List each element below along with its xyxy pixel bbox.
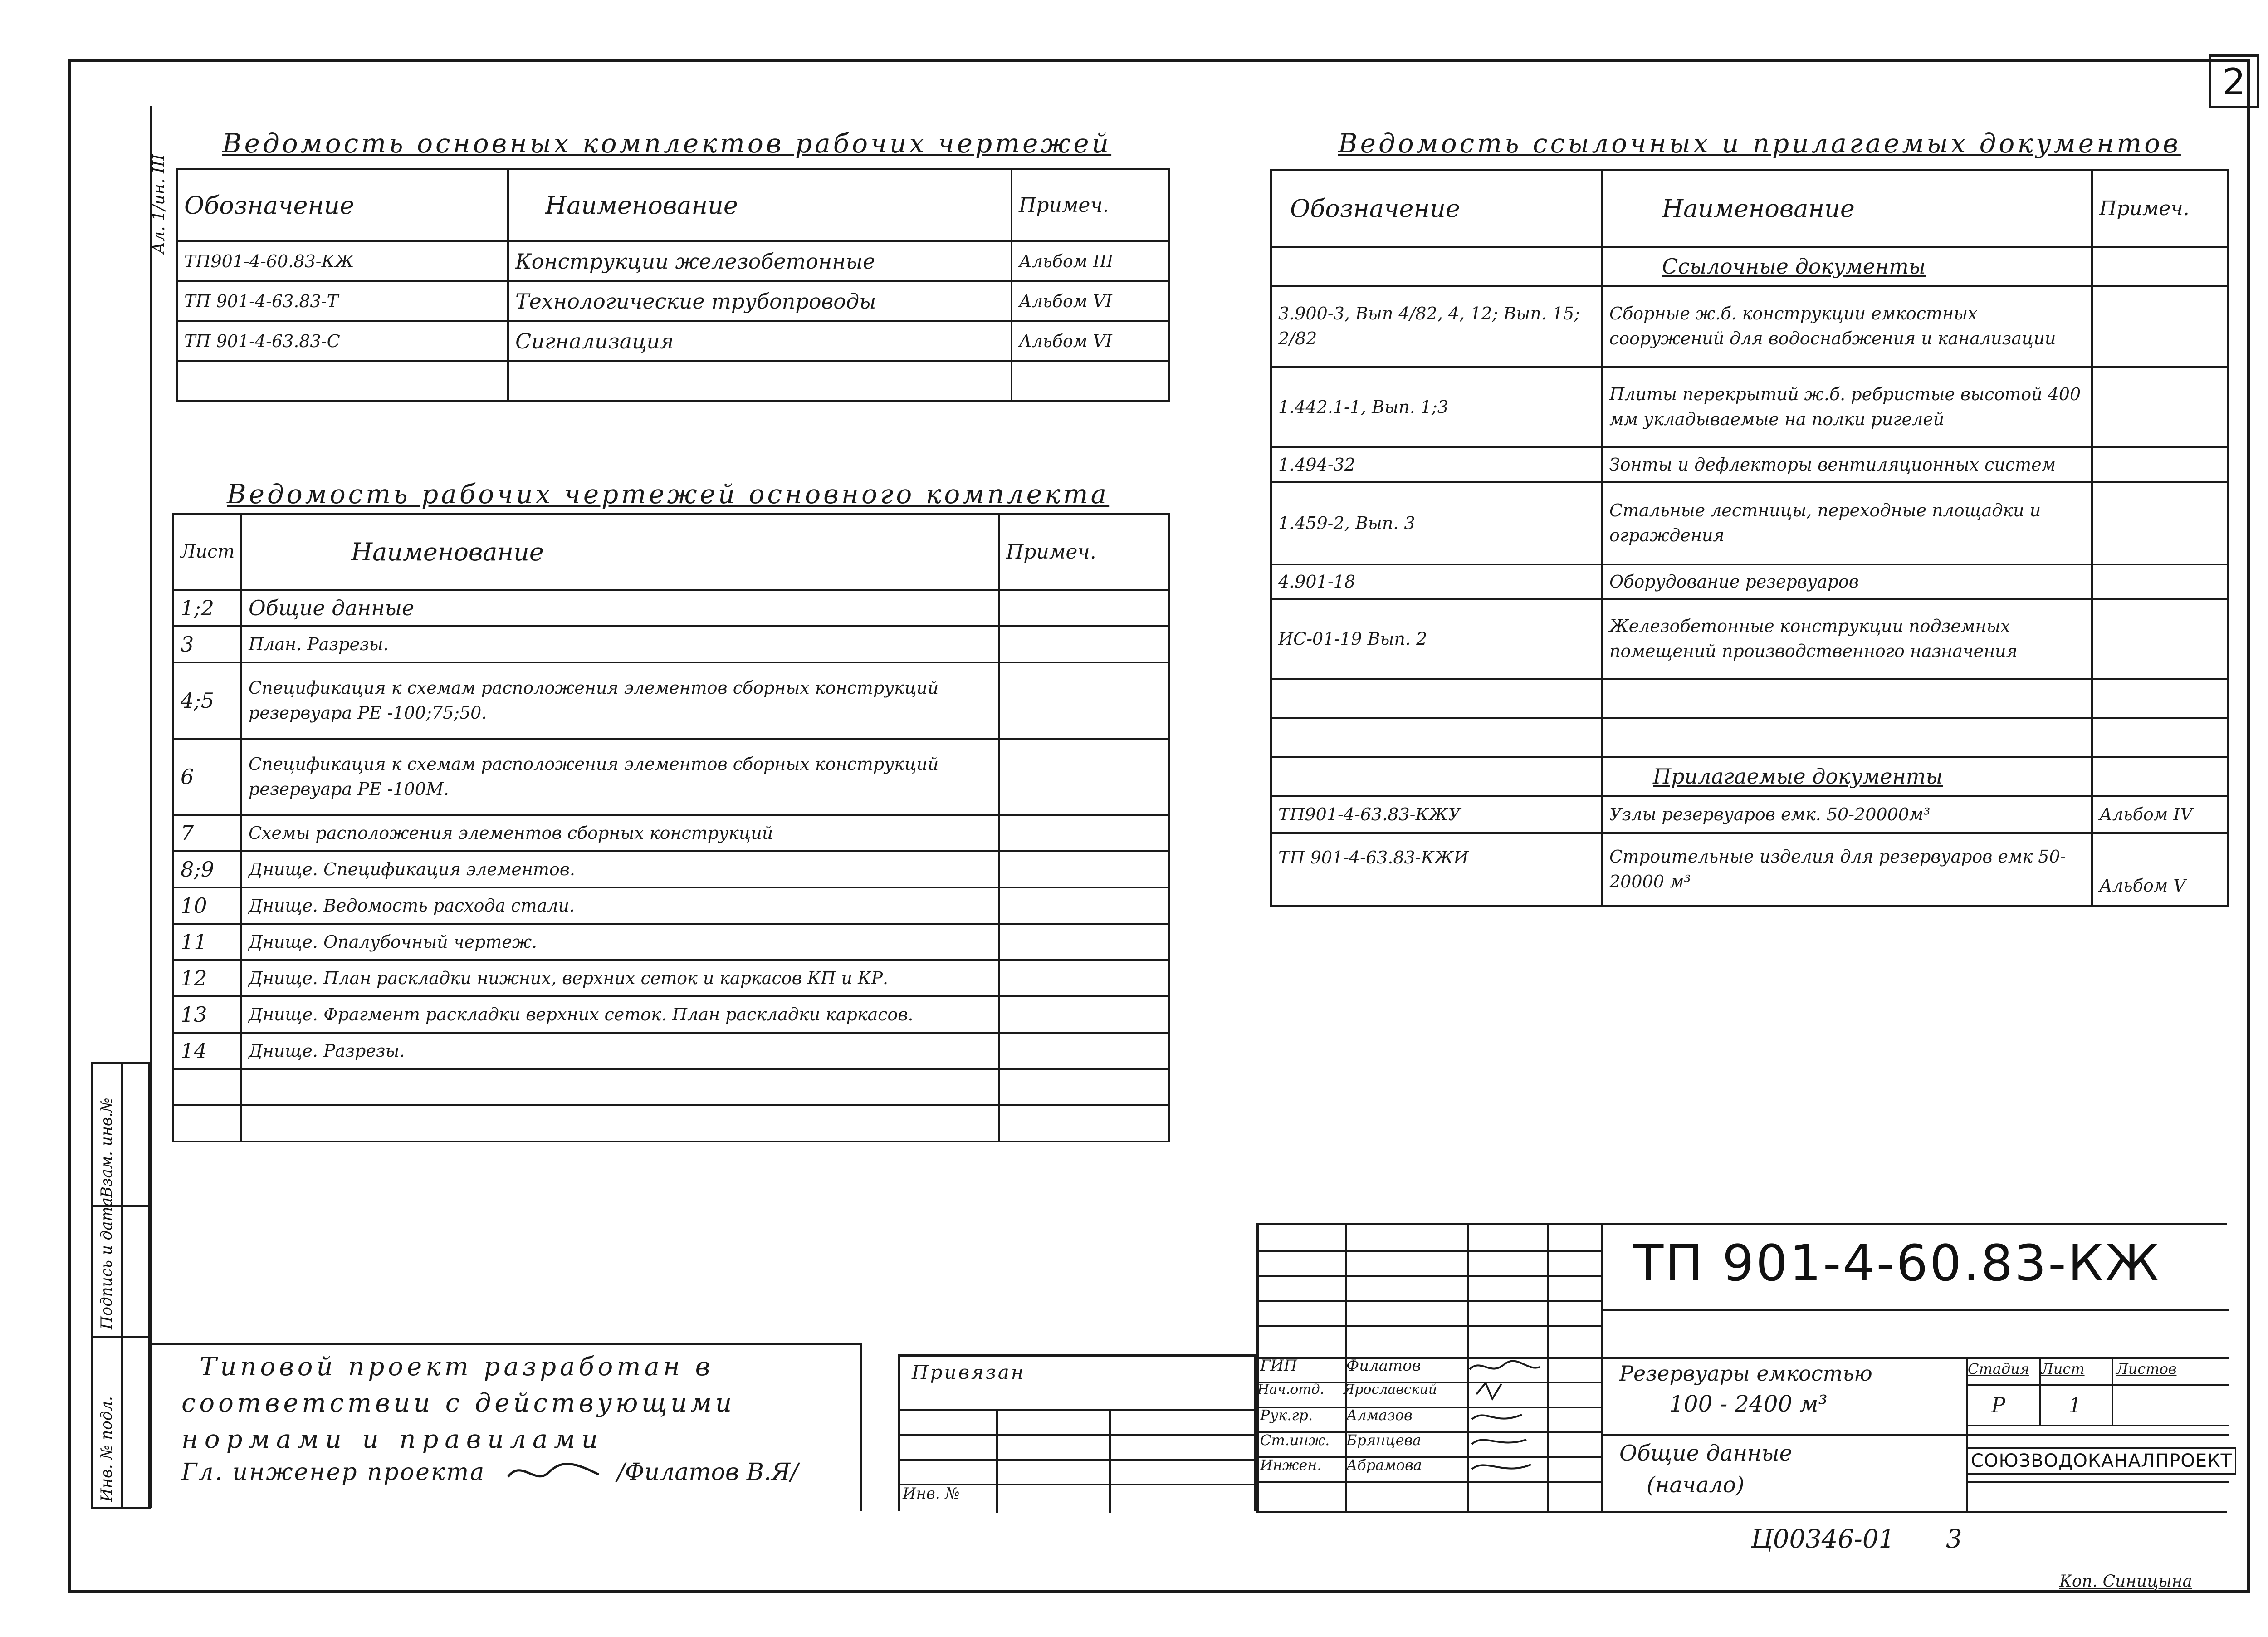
note-line-1: Типовой проект разработан в	[200, 1352, 714, 1382]
table-row: 1.459-2, Вып. 3 Стальные лестницы, переходные площадки и ограждения	[1271, 482, 2228, 564]
col-header-oboznachenie: Обозначение	[177, 169, 508, 241]
drawings-table	[172, 513, 1170, 1142]
col-header-naimenovanie: Наименование	[508, 169, 1012, 241]
stamp-object-2: 100 - 2400 м³	[1669, 1391, 1828, 1417]
col-header-list: Лист	[173, 514, 241, 590]
staff-name-1: Ярославский	[1344, 1382, 1437, 1397]
table-row: 1.494-32 Зонты и дефлекторы вентиляционных систем	[1271, 447, 2228, 482]
subheading-attached-docs: Прилагаемые документы	[1602, 757, 2092, 796]
table-row: 1.442.1-1, Вып. 1;3 Плиты перекрытий ж.б. ребристые высотой 400 мм укладываемые на полки ригелей	[1271, 367, 2228, 447]
note-line-4: Гл. инженер проекта	[181, 1459, 486, 1486]
stamp-org: СОЮЗВОДОКАНАЛПРОЕКТ	[1967, 1447, 2236, 1475]
stamp-col-sheet: Лист	[2041, 1360, 2085, 1377]
col-header-oboznachenie-3: Обозначение	[1271, 170, 1602, 247]
stamp-sheet-title-2: (начало)	[1647, 1472, 1745, 1498]
bottom-code: Ц00346-01	[1751, 1524, 1895, 1554]
table-row: 3 План. Разрезы.	[173, 626, 1169, 662]
col-header-primech-3: Примеч.	[2092, 170, 2228, 247]
stamp-val-sheet: 1	[2068, 1393, 2082, 1417]
staff-name-2: Алмазов	[1346, 1407, 1413, 1424]
stamp-object-1: Резервуары емкостью	[1619, 1361, 1872, 1386]
col-header-naimenovanie-3: Наименование	[1602, 170, 2092, 247]
col-header-primech-2: Примеч.	[999, 514, 1169, 590]
bottom-num: 3	[1946, 1524, 1962, 1554]
table-row: 8;9 Днище. Спецификация элементов.	[173, 851, 1169, 887]
right-refs-title: Ведомость ссылочных и прилагаемых документов	[1338, 128, 2181, 159]
table-row: 7 Схемы расположения элементов сборных конструкций	[173, 815, 1169, 851]
privyazan-label: Привязан	[912, 1361, 1026, 1383]
main-sets-table	[176, 168, 1170, 402]
stamp-col-stage: Стадия	[1968, 1360, 2029, 1377]
note-line-2: соответствии с действующими	[181, 1388, 736, 1418]
staff-signatures	[1467, 1356, 1545, 1487]
table-row: ИС-01-19 Вып. 2 Железобетонные конструкции подземных помещений производственного назначения	[1271, 599, 2228, 679]
staff-role-3: Ст.инж.	[1260, 1431, 1330, 1449]
staff-name-0: Филатов	[1346, 1357, 1421, 1375]
stamp-col-sheets: Листов	[2116, 1360, 2177, 1377]
subheading-ref-docs: Ссылочные документы	[1602, 247, 2092, 286]
note-signer: /Филатов В.Я/	[617, 1459, 798, 1486]
left-main-title: Ведомость рабочих чертежей основного комплекта	[227, 479, 1110, 510]
side-label-vzam: Взам. инв.№	[98, 1098, 116, 1198]
table-row: ТП 901-4-63.83-С Сигнализация Альбом VI	[177, 321, 1169, 361]
staff-name-3: Брянцева	[1346, 1431, 1422, 1449]
left-top-title: Ведомость основных комплектов рабочих чертежей	[222, 128, 1112, 159]
staff-role-2: Рук.гр.	[1260, 1407, 1313, 1424]
table-row: 14 Днище. Разрезы.	[173, 1033, 1169, 1069]
table-row: ТП901-4-60.83-КЖ Конструкции железобетонные Альбом III	[177, 241, 1169, 281]
staff-role-1: Нач.отд.	[1257, 1382, 1325, 1397]
table-row: 11 Днище. Опалубочный чертеж.	[173, 924, 1169, 960]
col-header-naimenovanie-2: Наименование	[241, 514, 999, 590]
table-row: 4;5 Спецификация к схемам расположения элементов сборных конструкций резервуара РЕ -100;75;50.	[173, 662, 1169, 739]
page-number: 2	[2209, 54, 2259, 108]
table-row: 6 Спецификация к схемам расположения элементов сборных конструкций резервуара РЕ -100М.	[173, 739, 1169, 815]
stamp-val-stage: Р	[1991, 1393, 2005, 1417]
table-row: ТП 901-4-63.83-КЖИ Строительные изделия для резервуаров емк 50-20000 м³ Альбом V	[1271, 833, 2228, 906]
col-header-primech: Примеч.	[1012, 169, 1169, 241]
table-row: ТП 901-4-63.83-Т Технологические трубопроводы Альбом VI	[177, 281, 1169, 321]
table-row	[1271, 679, 2228, 718]
table-row: 4.901-18 Оборудование резервуаров	[1271, 564, 2228, 599]
side-label-inv: Инв. № подл.	[98, 1396, 116, 1502]
stamp-code: ТП 901-4-60.83-КЖ	[1633, 1234, 2161, 1292]
note-line-3: нормами и правилами	[181, 1425, 604, 1454]
side-label-top: Ал. 1/ин. III	[150, 154, 168, 254]
table-row	[177, 361, 1169, 401]
table-row	[173, 1069, 1169, 1105]
stamp-sheet-title-1: Общие данные	[1619, 1441, 1793, 1466]
table-row: ТП901-4-63.83-КЖУ Узлы резервуаров емк. 50-20000м³ Альбом IV	[1271, 796, 2228, 833]
table-row	[173, 1105, 1169, 1142]
table-row: 12 Днище. План раскладки нижних, верхних сеток и каркасов КП и КР.	[173, 960, 1169, 996]
table-row: 13 Днище. Фрагмент раскладки верхних сеток. План раскладки каркасов.	[173, 996, 1169, 1033]
refs-table	[1270, 169, 2229, 907]
table-row: 10 Днище. Ведомость расхода стали.	[173, 887, 1169, 924]
inv-label: Инв. №	[903, 1485, 960, 1503]
table-row	[1271, 718, 2228, 757]
table-row: 1;2 Общие данные	[173, 590, 1169, 626]
staff-name-4: Абрамова	[1346, 1456, 1422, 1474]
table-row: 3.900-3, Вып 4/82, 4, 12; Вып. 15; 2/82 Сборные ж.б. конструкции емкостных сооружений для водоснабжения и канализации	[1271, 286, 2228, 367]
signature-mark	[503, 1454, 603, 1490]
side-label-podpis: Подпись и дата	[98, 1197, 116, 1329]
copied-by: Коп. Синицына	[2059, 1572, 2192, 1591]
staff-role-0: ГИП	[1260, 1357, 1297, 1375]
staff-role-4: Инжен.	[1260, 1456, 1322, 1474]
